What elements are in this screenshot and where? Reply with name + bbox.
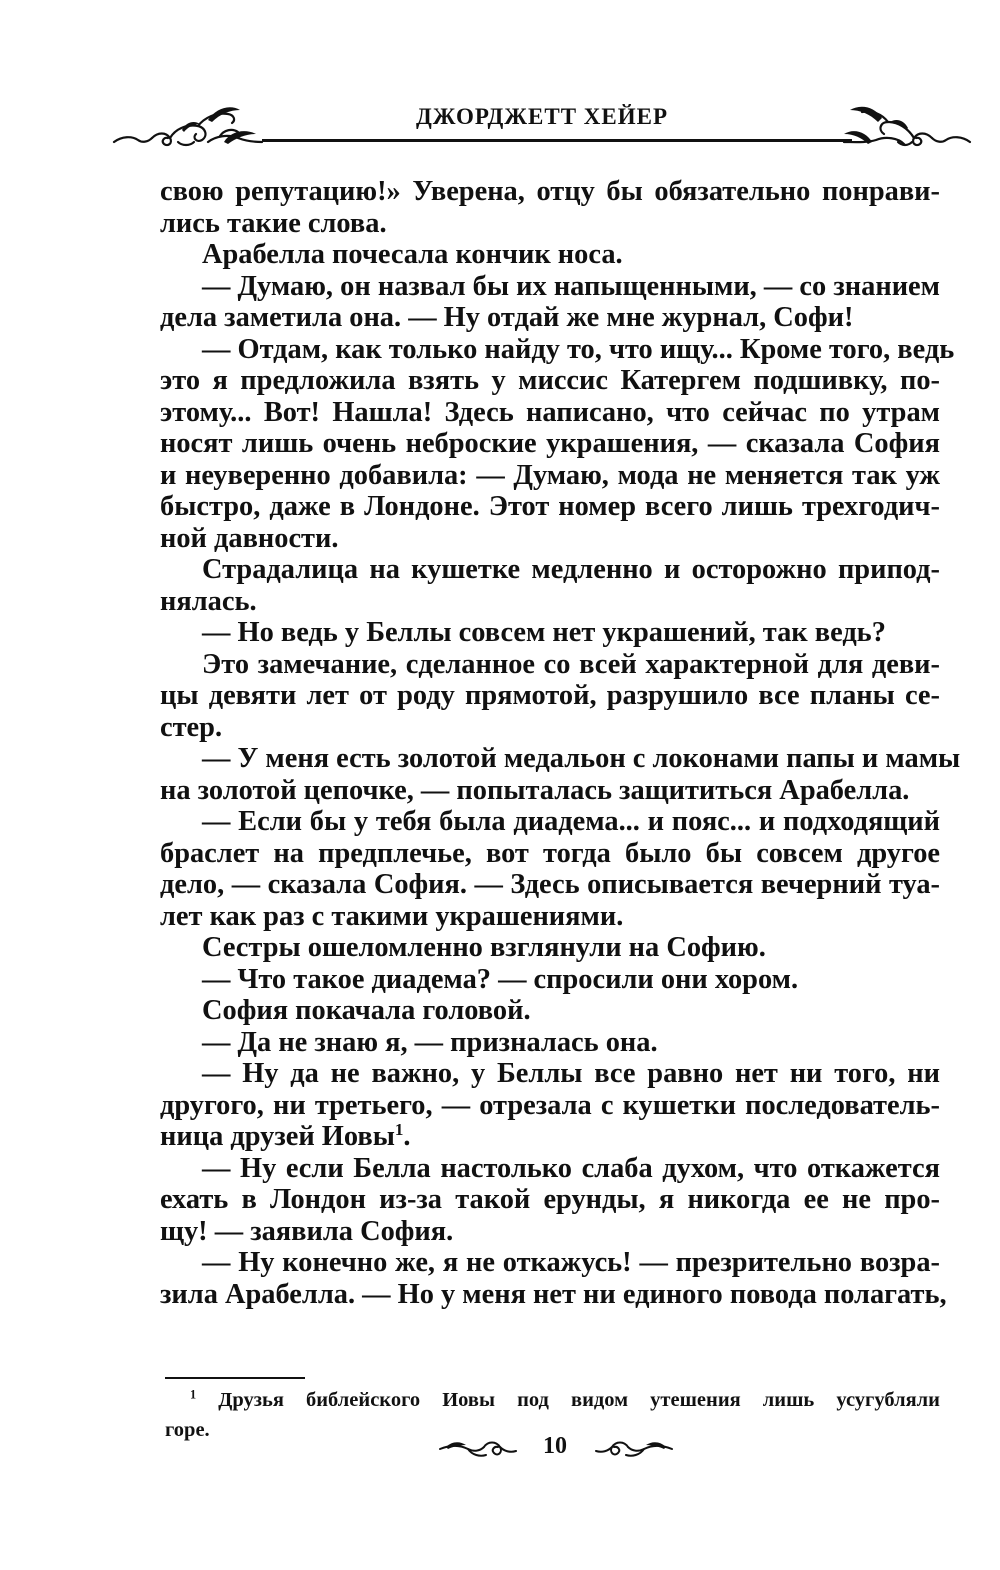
text-line: — У меня есть золотой медальон с локонами папы и мамы [202, 743, 961, 774]
running-title: ДЖОРДЖЕТТ ХЕЙЕР [415, 104, 669, 129]
folio-flourish-right-icon [594, 1435, 674, 1465]
text-line-with-footnote: ница друзей Иовы$^1$. [160, 1119, 411, 1152]
footnote-reference[interactable]: 1 [394, 1119, 404, 1139]
running-header [112, 96, 972, 156]
text-line: на золотой цепочке, — попыталась защититься Арабелла. [160, 774, 910, 806]
text-line: носят лишь очень неброские украшения, — сказала София [160, 428, 940, 459]
text-line: и неуверенно добавила: — Думаю, мода не меняется так уж [160, 459, 940, 491]
text-line: другого, ни третьего, — отрезала с кушетки последователь- [160, 1089, 940, 1121]
footnote-marker: 1 [190, 1387, 197, 1402]
text-line: — Но ведь у Беллы совсем нет украшений, так ведь? [202, 617, 886, 648]
text-line: Это замечание, сделанное со всей характерной для деви- [202, 648, 940, 680]
footnote-text: Друзья библейского Иовы под видом утешения лишь усугубляли [218, 1389, 940, 1411]
page-folio [0, 1425, 1000, 1475]
text-line: — Думаю, он назвал бы их напыщенными, — со знанием [202, 270, 940, 302]
footnote-line: горе. [165, 1419, 210, 1441]
text-line: дела заметила она. — Ну отдай же мне журнал, Софи! [160, 302, 854, 333]
folio-flourish-left-icon [438, 1435, 518, 1465]
text-line: ехать в Лондон из-за такой ерунды, я никогда ее не про- [160, 1184, 940, 1215]
text-line: щу! — заявила София. [160, 1215, 454, 1247]
text-line: это я предложила взять у миссис Катергем подшивку, по- [160, 365, 940, 396]
footnote-line [165, 1385, 940, 1415]
text-line: София покачала головой. [202, 995, 531, 1026]
text-line: ной давности. [160, 522, 339, 554]
text-line: стер. [160, 711, 223, 743]
flourish-right-icon [842, 96, 972, 152]
body-text [160, 176, 961, 1310]
text-line: дело, — сказала София. — Здесь описывается вечерний туа- [160, 869, 940, 900]
text-line: — Ну да не важно, у Беллы все равно нет ни того, ни [202, 1058, 940, 1089]
text-line: — Отдам, как только найду то, что ищу... Кроме того, ведь [202, 333, 955, 365]
text-line: цы девяти лет от роду прямотой, разрушило все планы се- [160, 680, 940, 711]
header-rule [262, 139, 852, 142]
text-line: браслет на предплечье, вот тогда было бы совсем другое [160, 837, 940, 869]
text-line: свою репутацию!» Уверена, отцу бы обязательно понрави- [160, 176, 940, 207]
text-line: нялась. [160, 585, 257, 617]
text-line: — Что такое диадема? — спросили они хором. [202, 963, 799, 995]
text-line: Сестры ошеломленно взглянули на Софию. [202, 932, 766, 963]
text-line-content: ница друзей Иовы [160, 1121, 395, 1152]
text-line: — Если бы у тебя была диадема... и пояс... и подходящий [202, 806, 940, 837]
page-number: 10 [543, 1433, 567, 1459]
text-line: быстро, даже в Лондоне. Этот номер всего лишь трехгодич- [160, 491, 940, 522]
text-line: зила Арабелла. — Но у меня нет ни единого повода полагать, [160, 1278, 947, 1310]
text-line: — Ну если Белла настолько слаба духом, что откажется [202, 1152, 940, 1184]
text-line: — Ну конечно же, я не откажусь! — презрительно возра- [202, 1247, 940, 1278]
footnote-rule [165, 1377, 305, 1379]
text-line: — Да не знаю я, — призналась она. [202, 1026, 658, 1058]
text-line: лет как раз с такими украшениями. [160, 900, 624, 932]
text-line: лись такие слова. [160, 207, 387, 239]
text-line: Страдалица на кушетке медленно и осторожно припод- [202, 554, 940, 585]
text-line: Арабелла почесала кончик носа. [202, 239, 623, 270]
text-line: этому... Вот! Нашла! Здесь написано, что сейчас по утрам [160, 396, 940, 428]
